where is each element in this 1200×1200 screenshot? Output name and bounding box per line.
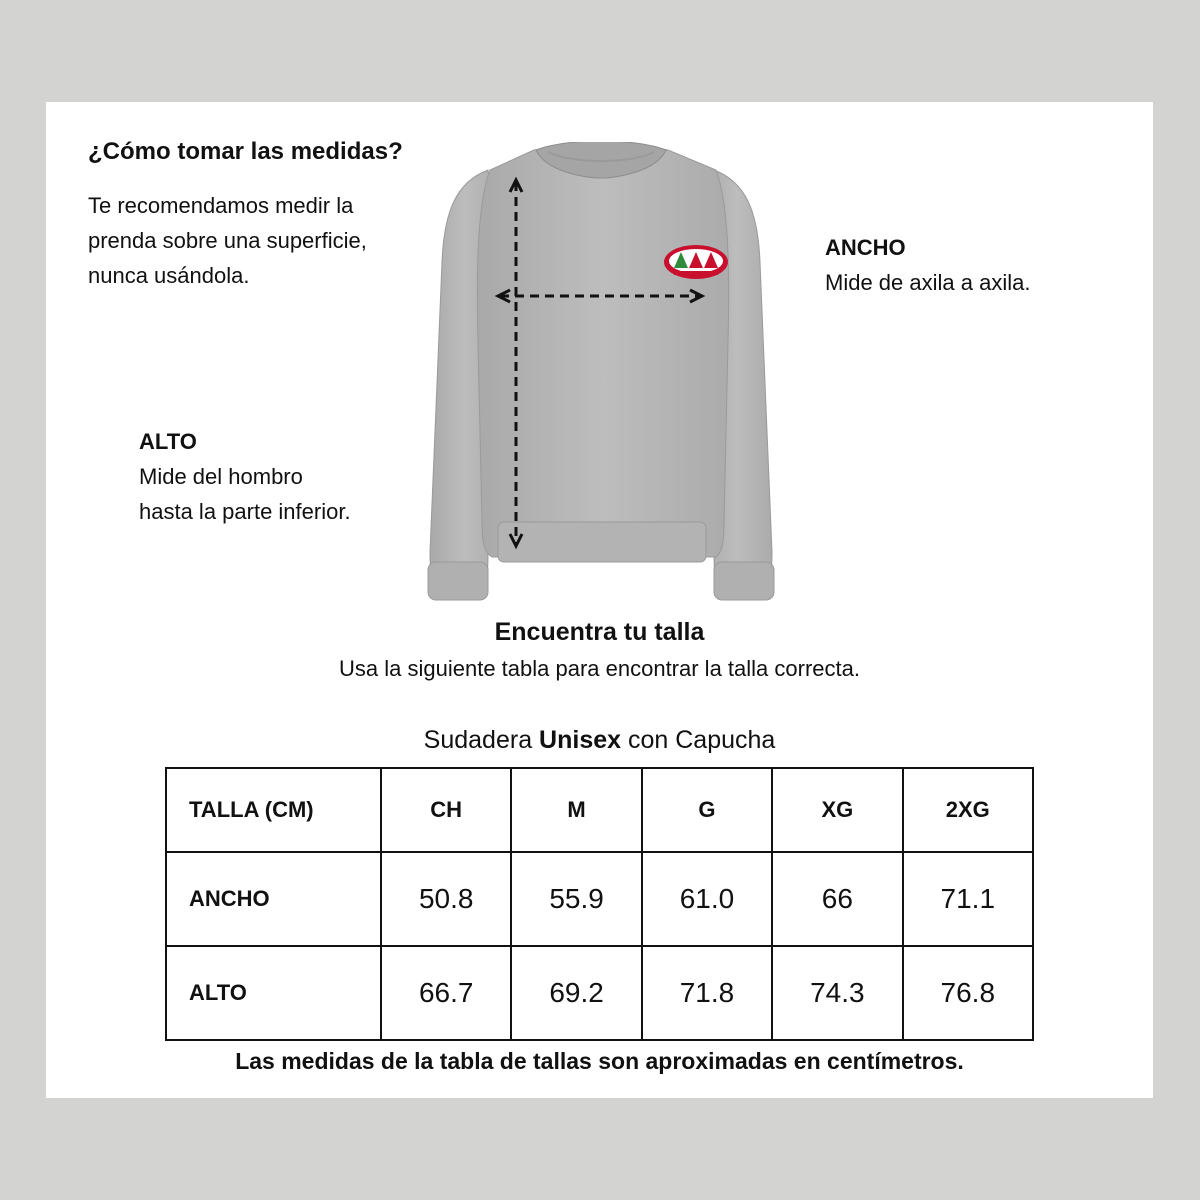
table-cell: 50.8 <box>381 852 511 946</box>
table-cell: 69.2 <box>511 946 641 1040</box>
caption-post: con Capucha <box>621 726 776 754</box>
header-cell: XG <box>772 768 902 852</box>
table-cell: 55.9 <box>511 852 641 946</box>
table-row <box>166 946 1033 1040</box>
table-cell: 61.0 <box>642 852 772 946</box>
row-label: ANCHO <box>166 852 381 946</box>
table-cell: 71.8 <box>642 946 772 1040</box>
ancho-explanation <box>825 230 1030 300</box>
table-cell: 71.1 <box>903 852 1033 946</box>
find-size-subtitle: Usa la siguiente tabla para encontrar la talla correcta. <box>339 656 860 681</box>
footnote: Las medidas de la tabla de tallas son aproximadas en centímetros. <box>235 1048 964 1074</box>
sweatshirt-illustration <box>416 142 786 602</box>
header-cell: G <box>642 768 772 852</box>
intro-line: Te recomendamos medir la <box>88 193 354 218</box>
table-row <box>166 852 1033 946</box>
table-cell: 76.8 <box>903 946 1033 1040</box>
alto-label: ALTO <box>139 429 197 454</box>
table-cell: 66 <box>772 852 902 946</box>
alto-line: hasta la parte inferior. <box>139 499 351 524</box>
table-cell: 74.3 <box>772 946 902 1040</box>
header-cell: TALLA (CM) <box>166 768 381 852</box>
how-to-measure-text <box>88 188 428 293</box>
intro-line: nunca usándola. <box>88 263 250 288</box>
right-cuff <box>714 562 774 600</box>
row-label: ALTO <box>166 946 381 1040</box>
alto-explanation <box>139 424 351 529</box>
intro-line: prenda sobre una superficie, <box>88 228 367 253</box>
header-cell: CH <box>381 768 511 852</box>
caption-bold: Unisex <box>539 726 622 754</box>
ancho-label: ANCHO <box>825 235 906 260</box>
find-size-title: Encuentra tu talla <box>494 618 705 646</box>
aaa-logo <box>664 245 728 279</box>
table-cell: 66.7 <box>381 946 511 1040</box>
size-table <box>165 767 1034 1041</box>
table-header-row <box>166 768 1033 852</box>
caption-pre: Sudadera <box>423 726 540 754</box>
how-to-measure-title: ¿Cómo tomar las medidas? <box>88 138 403 165</box>
alto-line: Mide del hombro <box>139 464 303 489</box>
ancho-description: Mide de axila a axila. <box>825 270 1031 295</box>
header-cell: M <box>511 768 641 852</box>
left-cuff <box>428 562 488 600</box>
size-guide-card <box>46 102 1153 1098</box>
header-cell: 2XG <box>903 768 1033 852</box>
waistband <box>498 522 706 562</box>
table-caption <box>46 726 1153 755</box>
